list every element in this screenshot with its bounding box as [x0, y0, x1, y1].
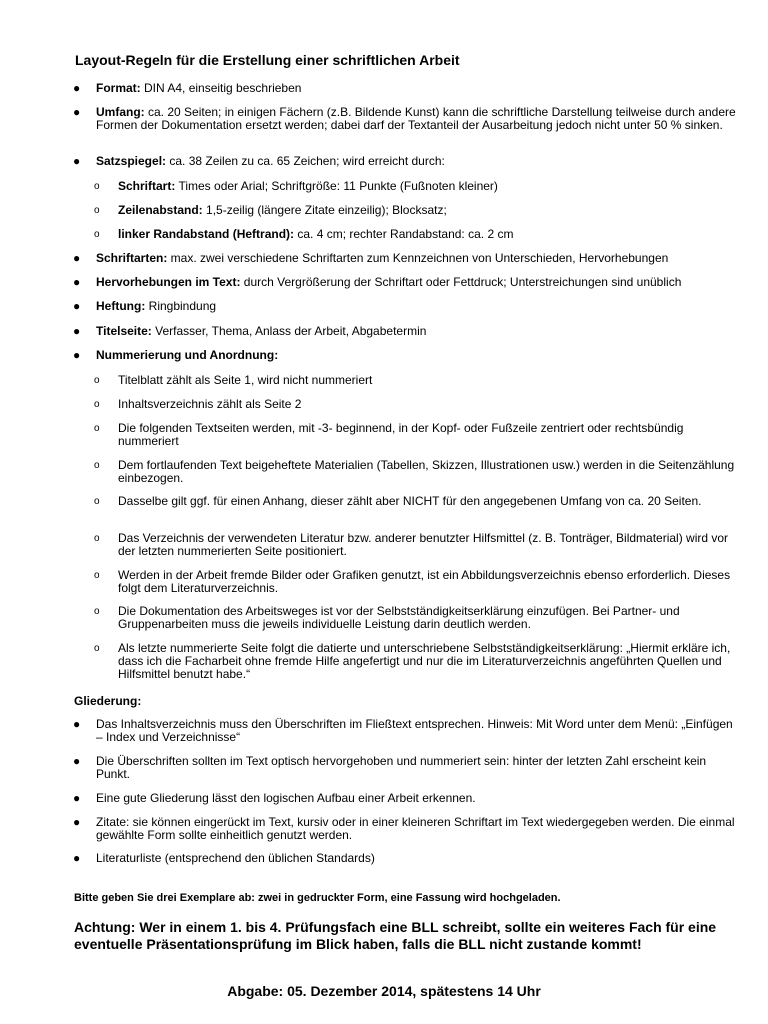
bullet-icon: ● [73, 105, 81, 119]
bullet-icon: ● [73, 251, 81, 265]
bullet-icon: ● [73, 815, 81, 829]
gliederung-item: ● Zitate: sie können eingerückt im Text, kursiv oder in einer kleineren Schriftart im Text wiedergegeben werden. Die einmal gewählte Form sollte einheitlich genutzt werden. [73, 815, 735, 842]
sub-item-abbildungen: o Werden in der Arbeit fremde Bilder oder Grafiken genutzt, ist ein Abbildungsverzeichnis ebenso erforderlich. Dieses folgt dem Literaturverzeichnis. [94, 568, 731, 595]
gliederung-item: ● Literaturliste (entsprechend den üblichen Standards) [73, 851, 375, 865]
deadline-text: Abgabe: 05. Dezember 2014, spätestens 14 Uhr [227, 983, 541, 999]
sub-item-titelblatt: o Titelblatt zählt als Seite 1, wird nicht nummeriert [94, 373, 373, 387]
gliederung-item: ● Das Inhaltsverzeichnis muss den Überschriften im Fließtext entsprechen. Hinweis: Mit Word unter dem Menü: „Einfügen – Index und Verzeichnisse“ [73, 717, 733, 744]
list-item-umfang: ● Umfang: ca. 20 Seiten; in einigen Fächern (z.B. Bildende Kunst) kann die schriftliche Darstellung teilweise durch andere Formen der Dokumentation ersetzt werden; dabei darf der Textanteil der Ausarbeitung jedoch nicht unter 50 % sinken. [73, 105, 736, 132]
list-item-schriftarten: ● Schriftarten: max. zwei verschiedene Schriftarten zum Kennzeichnen von Unterschieden, Hervorhebungen [73, 251, 669, 265]
list-item-nummerierung: ● Nummerierung und Anordnung: [73, 348, 279, 362]
bullet-icon: ● [73, 154, 81, 168]
circle-bullet-icon: o [94, 460, 100, 471]
sub-item-materialien: o Dem fortlaufenden Text beigeheftete Materialien (Tabellen, Skizzen, Illustrationen usw.) werden in die Seitenzählung einbezogen. [94, 458, 735, 485]
sub-item-randabstand: o linker Randabstand (Heftrand): ca. 4 cm; rechter Randabstand: ca. 2 cm [94, 227, 514, 241]
bullet-icon: ● [73, 81, 81, 95]
sub-item-textseiten: o Die folgenden Textseiten werden, mit -3- beginnend, in der Kopf- oder Fußzeile zentriert oder rechtsbündig nummeriert [94, 421, 684, 448]
sub-item-zeilenabstand: o Zeilenabstand: 1,5-zeilig (längere Zitate einzeilig); Blocksatz; [94, 203, 447, 217]
bullet-icon: ● [73, 324, 81, 338]
circle-bullet-icon: o [94, 643, 100, 654]
gliederung-item: ● Die Überschriften sollten im Text optisch hervorgehoben und nummeriert sein: hinter der letzten Zahl erscheint kein Punkt. [73, 754, 707, 781]
circle-bullet-icon: o [94, 423, 100, 434]
bullet-icon: ● [73, 851, 81, 865]
bullet-icon: ● [73, 791, 81, 805]
circle-bullet-icon: o [94, 606, 100, 617]
warning-text: Achtung: Wer in einem 1. bis 4. Prüfungsfach eine BLL schreibt, sollte ein weiteres Fach für eine eventuelle Präsentationsprüfung im Blick haben, falls die BLL nicht zustande kommt! [74, 919, 717, 952]
bullet-icon: ● [73, 717, 81, 731]
circle-bullet-icon: o [94, 496, 100, 507]
circle-bullet-icon: o [94, 229, 100, 240]
circle-bullet-icon: o [94, 205, 100, 216]
bullet-icon: ● [73, 348, 81, 362]
list-item-heftung: ● Heftung: Ringbindung [73, 299, 217, 313]
sub-item-anhang: o Dasselbe gilt ggf. für einen Anhang, dieser zählt aber NICHT für den angegebenen Umfang von ca. 20 Seiten. [94, 494, 702, 508]
circle-bullet-icon: o [94, 399, 100, 410]
circle-bullet-icon: o [94, 533, 100, 544]
gliederung-heading: Gliederung: [74, 694, 142, 708]
submission-note: Bitte geben Sie drei Exemplare ab: zwei in gedruckter Form, eine Fassung wird hochgeladen. [74, 892, 561, 904]
list-item-titelseite: ● Titelseite: Verfasser, Thema, Anlass der Arbeit, Abgabetermin [73, 324, 427, 338]
sub-item-dokumentation: o Die Dokumentation des Arbeitsweges ist vor der Selbstständigkeitserklärung einzufügen. Bei Partner- und Gruppenarbeiten muss die jeweils individuelle Leistung darin deutlich werden. [94, 604, 680, 631]
sub-item-erklaerung: o Als letzte nummerierte Seite folgt die datierte und unterschriebene Selbstständigkeitserklärung: „Hiermit erkläre ich, dass ich die Facharbeit ohne fremde Hilfe angefertigt und nur die im Literaturverzeichnis angeführten Quellen und Hilfsmittel benutzt habe.“ [94, 641, 731, 681]
circle-bullet-icon: o [94, 181, 100, 192]
sub-item-schriftart: o Schriftart: Times oder Arial; Schriftgröße: 11 Punkte (Fußnoten kleiner) [94, 179, 498, 193]
bullet-icon: ● [73, 754, 81, 768]
list-item-format: ● Format: DIN A4, einseitig beschrieben [73, 81, 302, 95]
list-item-hervorhebungen: ● Hervorhebungen im Text: durch Vergrößerung der Schriftart oder Fettdruck; Unterstreichungen sind unüblich [73, 275, 682, 289]
list-item-satzspiegel: ● Satzspiegel: ca. 38 Zeilen zu ca. 65 Zeichen; wird erreicht durch: [73, 154, 445, 168]
bullet-icon: ● [73, 275, 81, 289]
sub-item-literatur: o Das Verzeichnis der verwendeten Literatur bzw. anderer benutzter Hilfsmittel (z. B. Tonträger, Bildmaterial) wird vor der letzten nummerierten Seite positioniert. [94, 531, 729, 558]
sub-item-inhaltsverzeichnis: o Inhaltsverzeichnis zählt als Seite 2 [94, 397, 302, 411]
document-title: Layout-Regeln für die Erstellung einer schriftlichen Arbeit [75, 52, 460, 68]
bullet-icon: ● [73, 299, 81, 313]
gliederung-item: ● Eine gute Gliederung lässt den logischen Aufbau einer Arbeit erkennen. [73, 791, 476, 805]
circle-bullet-icon: o [94, 570, 100, 581]
circle-bullet-icon: o [94, 375, 100, 386]
